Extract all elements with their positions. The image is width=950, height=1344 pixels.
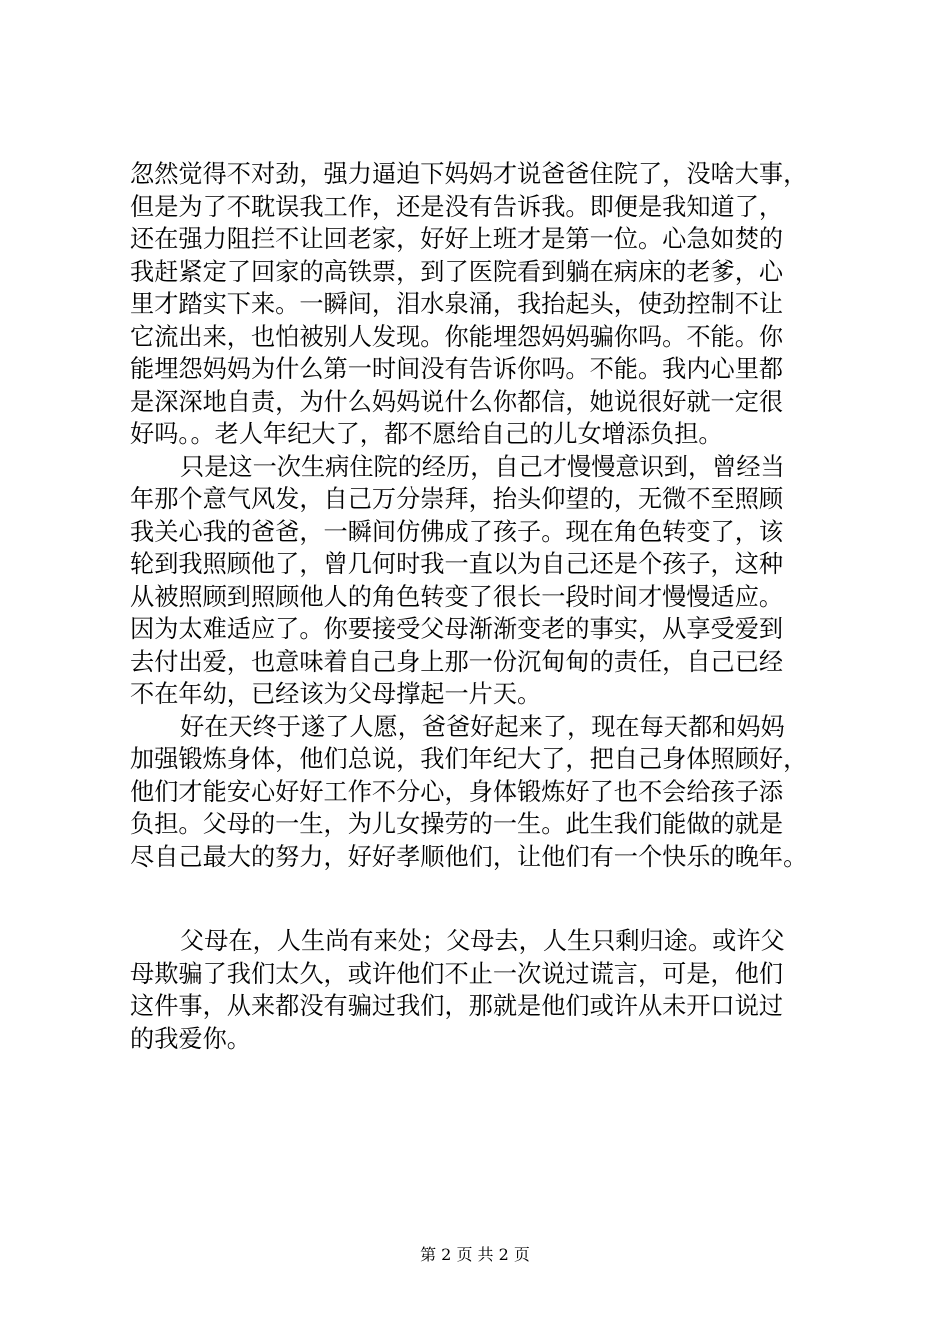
paragraph <box>130 158 835 451</box>
text-line: 是深深地自责，为什么妈妈说什么你都信，她说很好就一定很 <box>130 387 784 416</box>
text-line: 父母在，人生尚有来处；父母去，人生只剩归途。或许父 <box>180 927 785 955</box>
paragraph <box>130 711 835 874</box>
paragraph-spacer <box>130 873 835 925</box>
text-line: 因为太难适应了。你要接受父母渐渐变老的事实，从享受爱到 <box>130 615 784 643</box>
text-line: 能埋怨妈妈为什么第一时间没有告诉你吗。不能。我内心里都 <box>130 355 784 383</box>
document-body <box>130 158 835 1055</box>
text-line: 忽然觉得不对劲，强力逼迫下妈妈才说爸爸住院了，没啥大事， <box>130 160 808 188</box>
text-line: 母欺骗了我们太久，或许他们不止一次说过谎言，可是，他们 <box>130 959 784 988</box>
text-line: 但是为了不耽误我工作，还是没有告诉我。即便是我知道了， <box>130 192 784 221</box>
text-line: 他们才能安心好好工作不分心，身体锻炼好了也不会给孩子添 <box>130 777 784 806</box>
text-line: 加强锻炼身体，他们总说，我们年纪大了，把自己身体照顾好， <box>130 745 808 773</box>
text-line: 轮到我照顾他了，曾几何时我一直以为自己还是个孩子，这种 <box>130 550 784 578</box>
text-line: 只是这一次生病住院的经历，自己才慢慢意识到，曾经当 <box>180 452 785 481</box>
text-line: 去付出爱，也意味着自己身上那一份沉甸甸的责任，自己已经 <box>130 647 784 676</box>
paragraph <box>130 451 835 711</box>
text-line: 不在年幼，已经该为父母撑起一片天。 <box>130 680 542 708</box>
text-line: 好吗。。老人年纪大了，都不愿给自己的儿女增添负担。 <box>130 420 723 448</box>
text-line: 年那个意气风发，自己万分崇拜，抬头仰望的，无微不至照顾 <box>130 485 784 513</box>
text-line: 的我爱你。 <box>130 1024 251 1053</box>
text-line: 我关心我的爸爸，一瞬间仿佛成了孩子。现在角色转变了，该 <box>130 517 784 546</box>
text-line: 尽自己最大的努力，好好孝顺他们，让他们有一个快乐的晚年。 <box>130 842 808 871</box>
text-line: 这件事，从来都没有骗过我们，那就是他们或许从未开口说过 <box>130 992 784 1020</box>
text-line: 还在强力阻拦不让回老家，好好上班才是第一位。心急如焚的 <box>130 225 784 253</box>
paragraph <box>130 925 835 1055</box>
text-line: 我赶紧定了回家的高铁票，到了医院看到躺在病床的老爹，心 <box>130 257 784 286</box>
text-line: 负担。父母的一生，为儿女操劳的一生。此生我们能做的就是 <box>130 810 784 838</box>
page-footer <box>0 1244 950 1266</box>
page-number-label: 第 2 页 共 2 页 <box>420 1245 530 1264</box>
text-line: 它流出来，也怕被别人发现。你能埋怨妈妈骗你吗。不能。你 <box>130 322 784 351</box>
text-line: 好在天终于遂了人愿，爸爸好起来了，现在每天都和妈妈 <box>180 712 785 741</box>
text-line: 里才踏实下来。一瞬间，泪水泉涌，我抬起头，使劲控制不让 <box>130 290 784 318</box>
text-line: 从被照顾到照顾他人的角色转变了很长一段时间才慢慢适应。 <box>130 582 784 611</box>
